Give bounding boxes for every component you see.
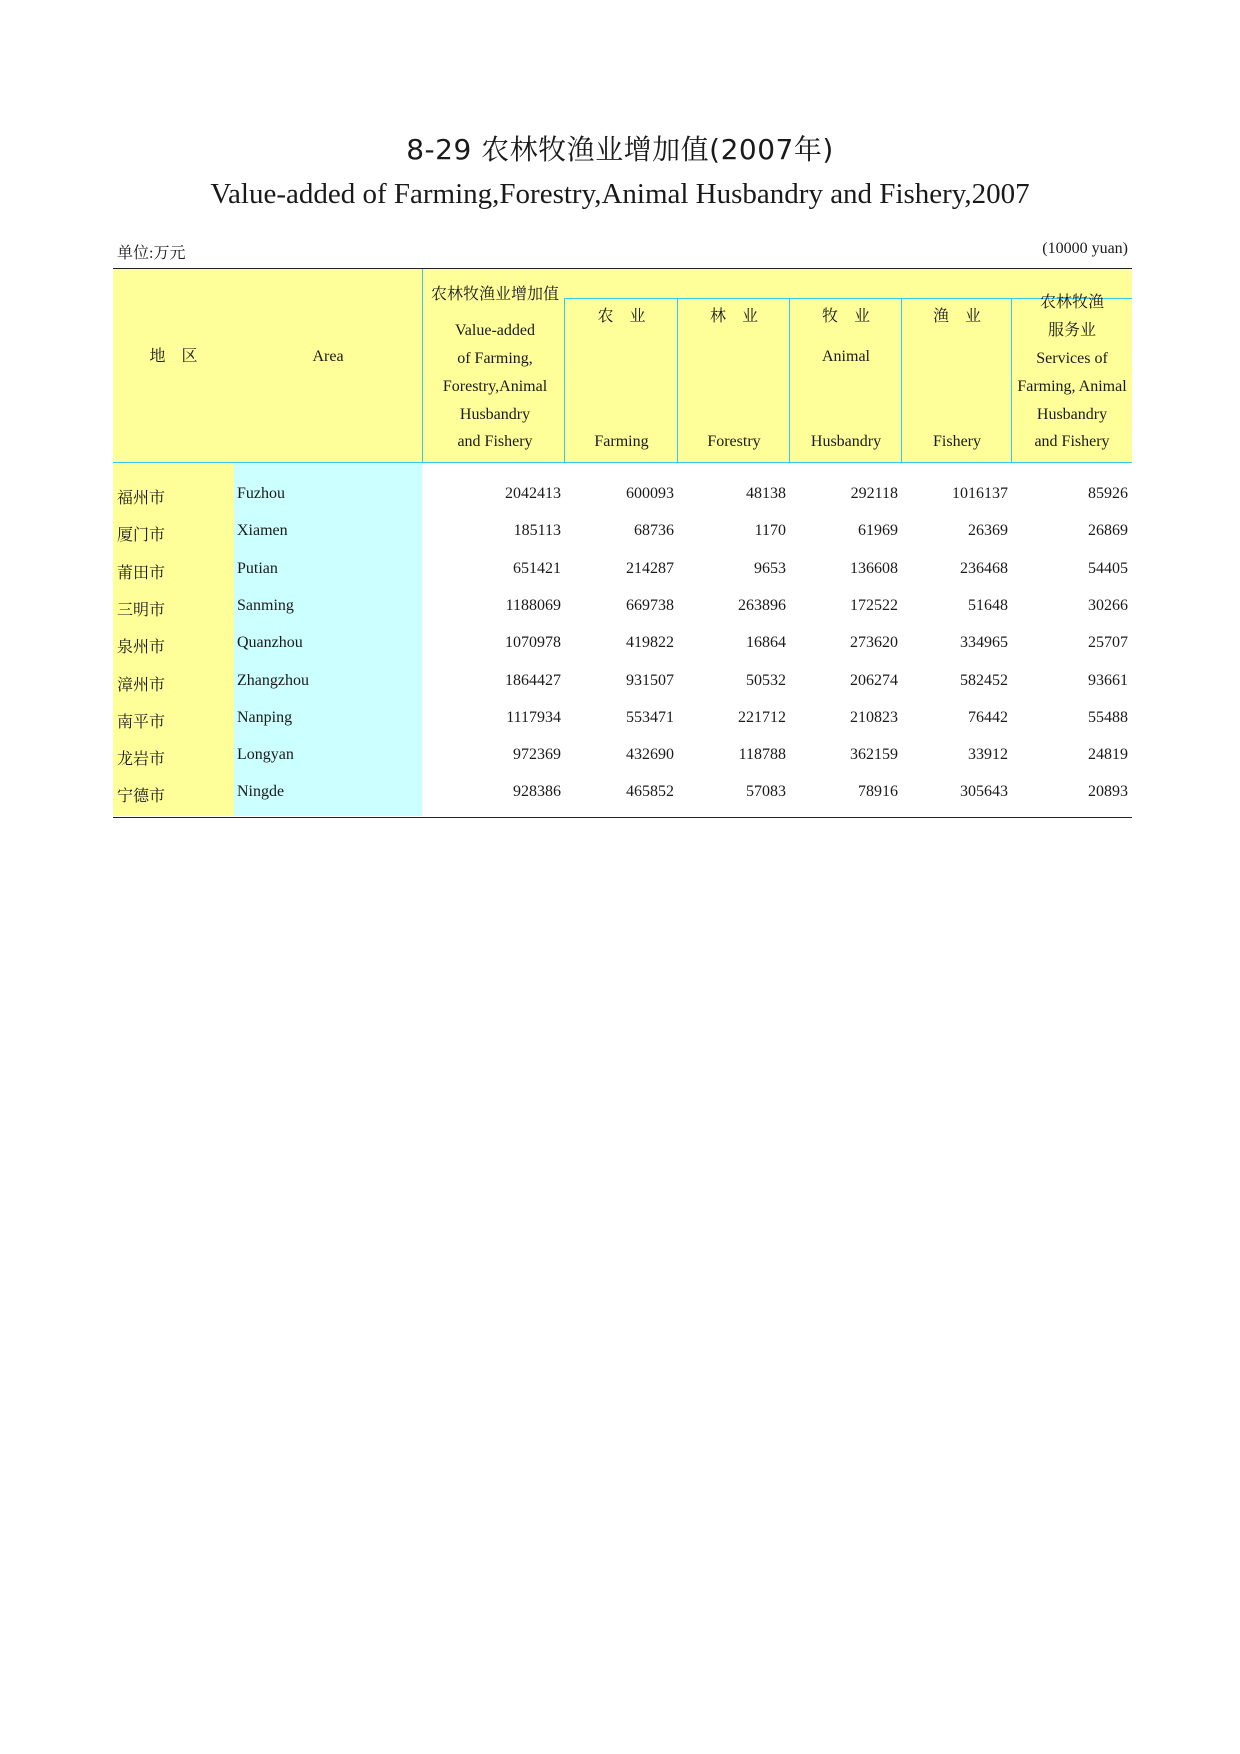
table-row	[113, 736, 1132, 773]
husbandry-value: 78916	[858, 783, 898, 801]
area-name-en: Xiamen	[237, 522, 288, 540]
farming-value: 465852	[626, 783, 674, 801]
total-value: 972369	[513, 746, 561, 764]
services-value: 30266	[1088, 596, 1128, 614]
forestry-value: 16864	[746, 634, 786, 652]
table-row	[113, 662, 1132, 699]
area-name-cn: 福州市	[117, 490, 166, 507]
fishery-value: 1016137	[952, 485, 1008, 502]
husbandry-value: 172522	[850, 596, 898, 614]
services-value: 26869	[1088, 522, 1128, 540]
services-value: 24819	[1088, 746, 1128, 764]
header-fishery-cn: 渔 业	[932, 308, 981, 325]
table-row	[113, 699, 1132, 736]
farming-value: 68736	[634, 522, 674, 540]
header-area-en: Area	[312, 348, 344, 365]
header-bottom-rule	[113, 462, 1132, 463]
husbandry-value: 273620	[850, 634, 898, 652]
area-name-en: Sanming	[237, 596, 294, 614]
header-total-cn: 农林牧渔业增加值	[430, 286, 559, 303]
husbandry-value: 292118	[850, 485, 898, 502]
header-services-cn-1: 农林牧渔	[1039, 294, 1104, 311]
header-total-en-1: Value-added	[455, 322, 535, 339]
services-value: 20893	[1088, 783, 1128, 801]
table-row	[113, 475, 1132, 512]
table-row	[113, 512, 1132, 549]
page-title-cn: 8-29 农林牧渔业增加值(2007年)	[406, 133, 834, 166]
header-total-en-4: Husbandry	[459, 406, 531, 423]
forestry-value: 50532	[746, 671, 786, 689]
area-name-cn: 南平市	[117, 713, 166, 731]
header-forestry-en: Forestry	[707, 433, 761, 450]
farming-value: 669738	[626, 596, 674, 614]
farming-value: 432690	[626, 746, 674, 764]
header-services-en-2: Farming, Animal	[1017, 378, 1127, 395]
area-name-en: Putian	[237, 559, 278, 577]
area-name-cn: 漳州市	[117, 676, 166, 694]
area-name-cn: 厦门市	[117, 527, 166, 545]
forestry-value: 48138	[746, 485, 786, 502]
header-total-en-2: of Farming,	[457, 350, 533, 367]
forestry-value: 263896	[738, 596, 786, 614]
services-value: 85926	[1088, 485, 1128, 502]
table-row	[113, 550, 1132, 587]
area-name-en: Fuzhou	[237, 485, 285, 502]
fishery-value: 305643	[960, 783, 1008, 801]
area-name-cn: 三明市	[117, 601, 166, 619]
fishery-value: 236468	[960, 559, 1008, 577]
total-value: 1864427	[505, 671, 561, 689]
header-total-en-3: Forestry,Animal	[442, 378, 548, 395]
farming-value: 419822	[626, 634, 674, 652]
total-value: 1070978	[505, 634, 561, 652]
services-value: 93661	[1088, 671, 1128, 689]
table-row	[113, 773, 1132, 810]
header-forestry-cn: 林 业	[709, 308, 758, 325]
table-row	[113, 624, 1132, 661]
table-header	[113, 269, 1132, 463]
total-value: 2042413	[505, 485, 561, 502]
services-value: 25707	[1088, 634, 1128, 652]
total-value: 928386	[513, 783, 561, 801]
table-bottom-rule	[113, 817, 1132, 818]
husbandry-value: 206274	[850, 671, 898, 689]
header-services-en-1: Services of	[1036, 350, 1108, 367]
page-title-en: Value-added of Farming,Forestry,Animal Husbandry and Fishery,2007	[210, 178, 1030, 210]
farming-value: 214287	[626, 559, 674, 577]
fishery-value: 26369	[968, 522, 1008, 540]
area-name-en: Ningde	[237, 783, 285, 801]
header-services-en-3: Husbandry	[1036, 406, 1108, 423]
fishery-value: 334965	[960, 634, 1008, 652]
forestry-value: 221712	[738, 708, 786, 726]
services-value: 55488	[1088, 708, 1128, 726]
husbandry-value: 362159	[850, 746, 898, 764]
area-name-en: Nanping	[237, 708, 293, 726]
forestry-value: 118788	[738, 746, 786, 764]
total-value: 651421	[513, 559, 561, 577]
header-farming-en: Farming	[594, 433, 649, 450]
forestry-value: 57083	[746, 783, 786, 801]
forestry-value: 9653	[754, 559, 786, 577]
header-services-cn-2: 服务业	[1047, 322, 1096, 339]
farming-value: 600093	[626, 485, 674, 502]
total-value: 185113	[513, 522, 561, 540]
area-name-en: Longyan	[237, 746, 294, 764]
forestry-value: 1170	[754, 522, 786, 540]
area-name-en: Quanzhou	[237, 634, 303, 652]
header-total-en-5: and Fishery	[457, 433, 533, 450]
area-name-cn: 泉州市	[117, 639, 166, 657]
husbandry-value: 210823	[850, 708, 898, 726]
fishery-value: 33912	[968, 746, 1008, 764]
header-fishery-en: Fishery	[933, 433, 981, 450]
header-divider	[422, 269, 423, 463]
unit-row	[113, 240, 1132, 262]
header-husbandry-en-1: Animal	[822, 348, 870, 365]
fishery-value: 76442	[968, 708, 1008, 726]
unit-label-cn: 单位:万元	[117, 245, 186, 262]
header-husbandry-cn: 牧 业	[821, 308, 870, 325]
area-name-cn: 莆田市	[117, 564, 166, 582]
header-husbandry-en-2: Husbandry	[810, 433, 882, 450]
table-row	[113, 587, 1132, 624]
header-farming-cn: 农 业	[597, 308, 646, 325]
husbandry-value: 61969	[858, 522, 898, 540]
services-value: 54405	[1088, 559, 1128, 577]
fishery-value: 51648	[968, 596, 1008, 614]
husbandry-value: 136608	[850, 559, 898, 577]
total-value: 1117934	[506, 708, 561, 726]
header-area-cn: 地 区	[149, 348, 198, 365]
farming-value: 931507	[626, 671, 674, 689]
farming-value: 553471	[626, 708, 674, 726]
area-name-cn: 龙岩市	[117, 751, 166, 769]
total-value: 1188069	[505, 596, 561, 614]
unit-label-en: (10000 yuan)	[1042, 240, 1128, 257]
area-name-en: Zhangzhou	[237, 671, 309, 689]
area-name-cn: 宁德市	[117, 788, 166, 806]
fishery-value: 582452	[960, 671, 1008, 689]
header-services-en-4: and Fishery	[1034, 433, 1110, 450]
